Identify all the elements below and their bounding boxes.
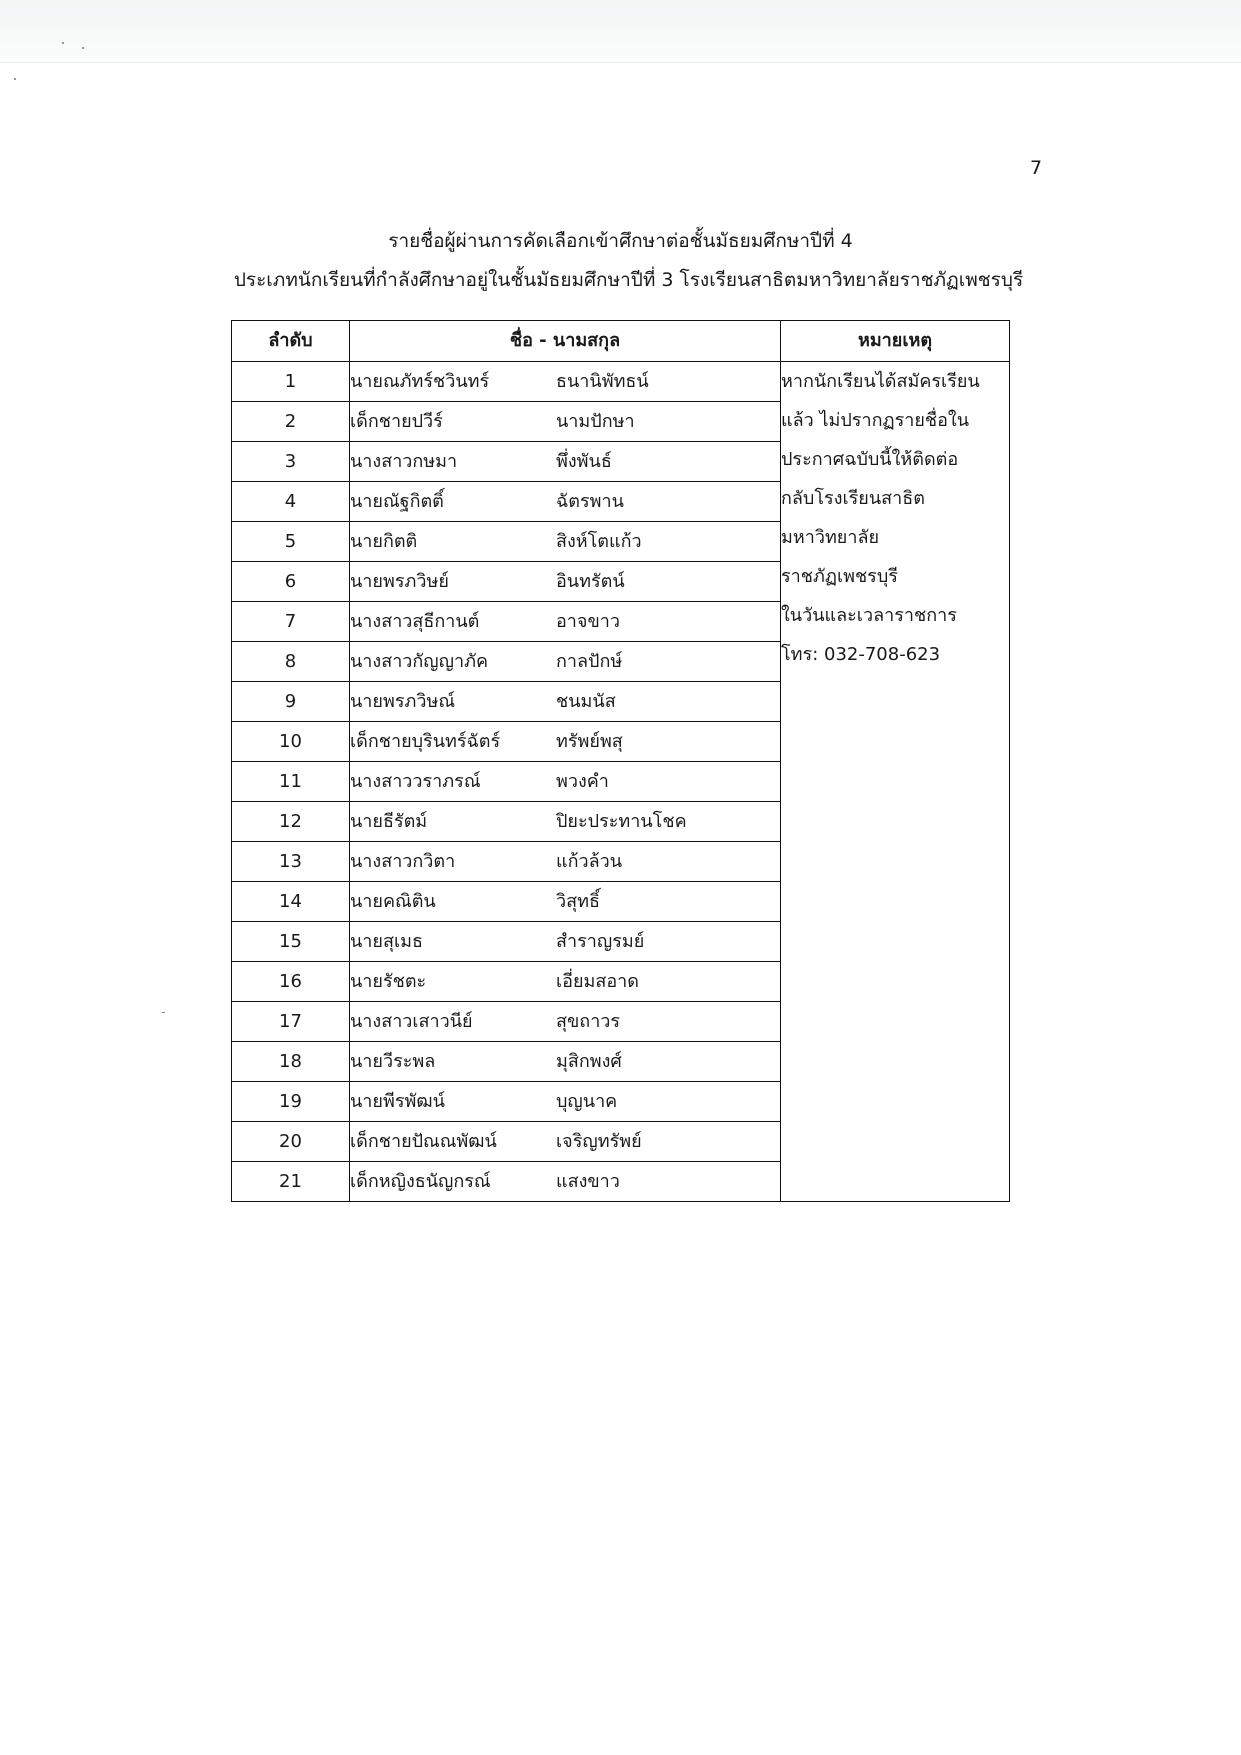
last-name: กาลปักษ์ [556,651,623,672]
row-number: 12 [232,802,350,842]
row-full-name [350,1162,781,1202]
table-header-row [232,321,1010,362]
remark-line: ประกาศฉบับนี้ให้ติดต่อ [781,449,959,470]
row-full-name [350,682,781,722]
first-name: เด็กชายบุรินทร์ฉัตร์ [350,731,501,752]
row-full-name [350,1082,781,1122]
row-full-name [350,882,781,922]
last-name: ธนานิพัทธน์ [556,371,649,392]
row-full-name [350,522,781,562]
first-name: นายณภัทร์ชวินทร์ [350,371,490,392]
first-name: นายพรภวิษณ์ [350,691,456,712]
row-number: 20 [232,1122,350,1162]
row-number: 16 [232,962,350,1002]
row-full-name [350,482,781,522]
row-number: 19 [232,1082,350,1122]
row-full-name [350,962,781,1002]
last-name: วิสุทธิ์ [556,891,600,912]
last-name: มุสิกพงศ์ [556,1051,622,1072]
scan-speck [82,47,84,49]
row-full-name [350,1002,781,1042]
scan-speck [14,78,16,80]
header-no: ลำดับ [232,321,350,362]
row-number: 7 [232,602,350,642]
row-full-name [350,1122,781,1162]
first-name: นายธีรัตม์ [350,811,428,832]
remark-line: ราชภัฏเพชรบุรี [781,566,898,587]
document-title: รายชื่อผู้ผ่านการคัดเลือกเข้าศึกษาต่อชั้นมัธยมศึกษาปีที่ 4 [388,230,853,252]
first-name: นายพีรพัฒน์ [350,1091,445,1112]
remark-line: มหาวิทยาลัย [781,527,880,548]
row-number: 3 [232,442,350,482]
first-name: นางสาวสุธีกานต์ [350,611,480,632]
first-name: นางสาวกษมา [350,451,458,472]
first-name: นายกิตติ [350,531,418,552]
last-name: ชนมนัส [556,691,616,712]
row-full-name [350,562,781,602]
last-name: สำราญรมย์ [556,931,645,952]
table-row [232,362,1010,402]
scan-top-band [0,0,1241,63]
row-number: 13 [232,842,350,882]
row-full-name [350,922,781,962]
first-name: นางสาวกัญญาภัค [350,651,488,672]
row-number: 11 [232,762,350,802]
remark-line: กลับโรงเรียนสาธิต [781,488,925,509]
first-name: เด็กหญิงธนัญกรณ์ [350,1171,491,1192]
remark-line: ในวันและเวลาราชการ [781,605,957,626]
last-name: แสงขาว [556,1171,620,1192]
first-name: นางสาวเสาวนีย์ [350,1011,473,1032]
last-name: บุญนาค [556,1091,618,1112]
row-number: 21 [232,1162,350,1202]
row-number: 8 [232,642,350,682]
header-name: ชื่อ - นามสกุล [350,321,781,362]
page-number: 7 [1030,157,1043,179]
row-number: 17 [232,1002,350,1042]
row-number: 6 [232,562,350,602]
row-number: 15 [232,922,350,962]
first-name: นายพรภวิษย์ [350,571,449,592]
row-full-name [350,442,781,482]
row-number: 18 [232,1042,350,1082]
row-full-name [350,802,781,842]
remark-line: แล้ว ไม่ปรากฏรายชื่อใน [781,410,970,431]
row-full-name [350,722,781,762]
first-name: นายรัชตะ [350,971,427,992]
last-name: พวงคำ [556,771,609,792]
scan-speck [62,42,64,44]
last-name: เจริญทรัพย์ [556,1131,642,1152]
student-list-table [231,320,1010,1202]
header-note: หมายเหตุ [781,321,1010,362]
row-full-name [350,402,781,442]
remarks-cell [781,362,1010,1202]
row-full-name [350,362,781,402]
row-full-name [350,602,781,642]
last-name: อาจขาว [556,611,620,632]
table-body [232,362,1010,1202]
first-name: นายคณิติน [350,891,436,912]
row-number: 14 [232,882,350,922]
row-full-name [350,762,781,802]
first-name: เด็กชายปวีร์ [350,411,443,432]
last-name: แก้วล้วน [556,851,623,872]
last-name: ปิยะประทานโชค [556,811,687,832]
row-number: 9 [232,682,350,722]
row-number: 5 [232,522,350,562]
last-name: เอี่ยมสอาด [556,971,639,992]
first-name: เด็กชายปัณณพัฒน์ [350,1131,497,1152]
first-name: นางสาวกวิตา [350,851,456,872]
row-number: 2 [232,402,350,442]
last-name: ฉัตรพาน [556,491,624,512]
last-name: สิงห์โตแก้ว [556,531,642,552]
row-number: 1 [232,362,350,402]
last-name: อินทรัตน์ [556,571,625,592]
remark-line: โทร: 032-708-623 [781,644,941,665]
last-name: ทรัพย์พสุ [556,731,623,752]
first-name: นายสุเมธ [350,931,423,952]
last-name: สุขถาวร [556,1011,621,1032]
scan-speck [162,1012,165,1013]
remark-line: หากนักเรียนได้สมัครเรียน [781,371,980,392]
row-full-name [350,842,781,882]
first-name: นายวีระพล [350,1051,436,1072]
first-name: นางสาววราภรณ์ [350,771,481,792]
row-number: 10 [232,722,350,762]
document-subtitle: ประเภทนักเรียนที่กำลังศึกษาอยู่ในชั้นมัธยมศึกษาปีที่ 3 โรงเรียนสาธิตมหาวิทยาลัยราชภัฏเพชรบุรี [233,269,1024,291]
row-full-name [350,1042,781,1082]
row-number: 4 [232,482,350,522]
last-name: พึ่งพันธ์ [556,451,612,472]
last-name: นามปักษา [556,411,635,432]
row-full-name [350,642,781,682]
first-name: นายณัฐกิตติ์ [350,491,444,512]
